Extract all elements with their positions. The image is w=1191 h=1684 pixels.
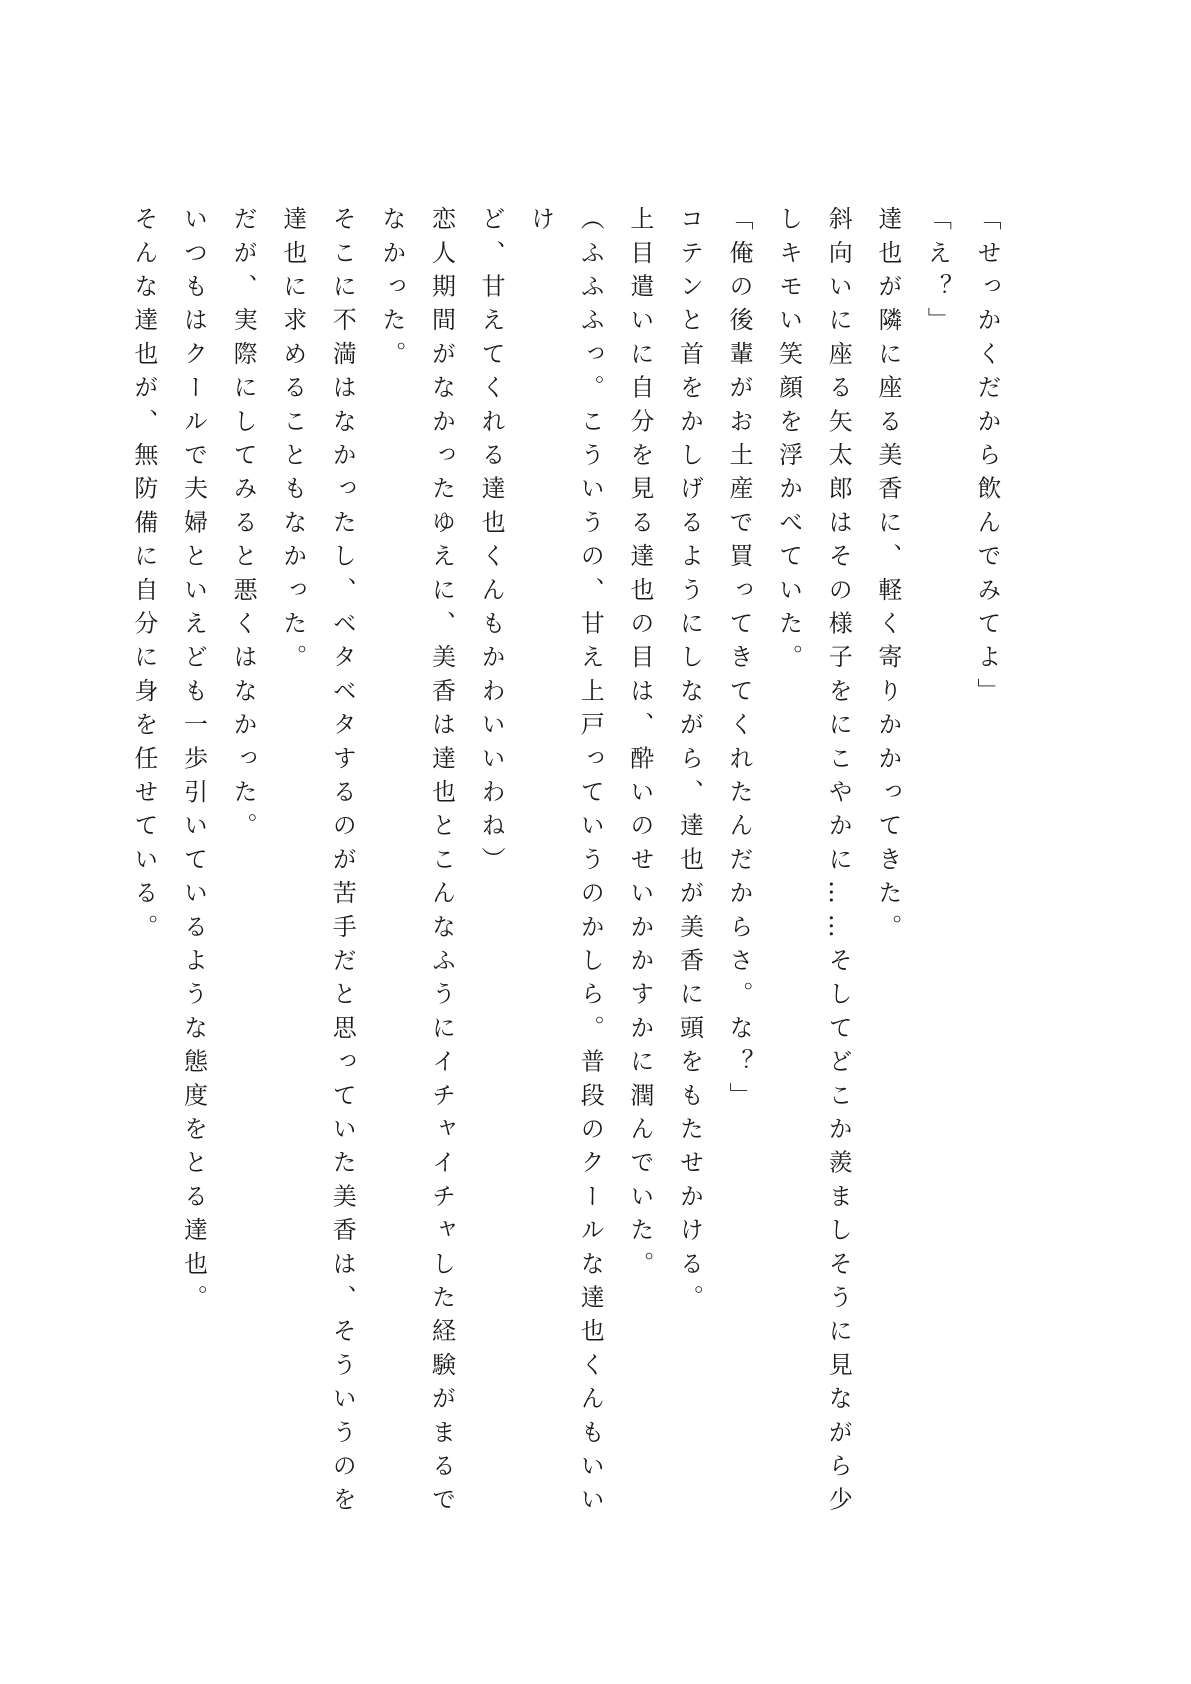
text-line: 「え？」 [923,206,952,341]
text-line: （ふふふっ。こういうの、甘え上戸っていうのかしら。普段のクールな達也くんもいいけ [526,206,605,1521]
text-line: 達也が隣に座る美香に、軽く寄りかかってきた。 [873,206,902,948]
text-line: だが、実際にしてみると悪くはなかった。 [229,206,258,847]
text-line: 上目遣いに自分を見る達也の目は、酔いのせいかかすかに潤んでいた。 [625,206,654,1285]
text-line: なかった。 [377,206,406,375]
text-line: 「せっかくだから飲んでみてよ」 [973,206,1001,712]
vertical-text-body [129,206,1011,1526]
text-line: 達也に求めることもなかった。 [278,206,307,678]
text-line: そんな達也が、無防備に自分に身を任せている。 [129,206,158,948]
text-line: 斜向いに座る矢太郎はその様子をにこやかに……そしてどこか羨ましそうに見ながら少 [824,206,853,1521]
text-line: いつもはクールで夫婦といえども一歩引いているような態度をとる達也。 [179,206,208,1319]
text-line: コテンと首をかしげるようにしながら、達也が美香に頭をもたせかける。 [675,206,704,1319]
text-line: 恋人期間がなかったゆえに、美香は達也とこんなふうにイチャイチャした経験がまるで [427,206,456,1521]
text-line: しキモい笑顔を浮かべていた。 [774,206,803,678]
text-line: そこに不満はなかったし、ベタベタするのが苦手だと思っていた美香は、そういうのを [328,206,357,1521]
text-line: ど、甘えてくれる達也くんもかわいいわね） [477,206,506,880]
text-line: 「俺の後輩がお土産で買ってきてくれたんだからさ。な？」 [725,206,754,1116]
